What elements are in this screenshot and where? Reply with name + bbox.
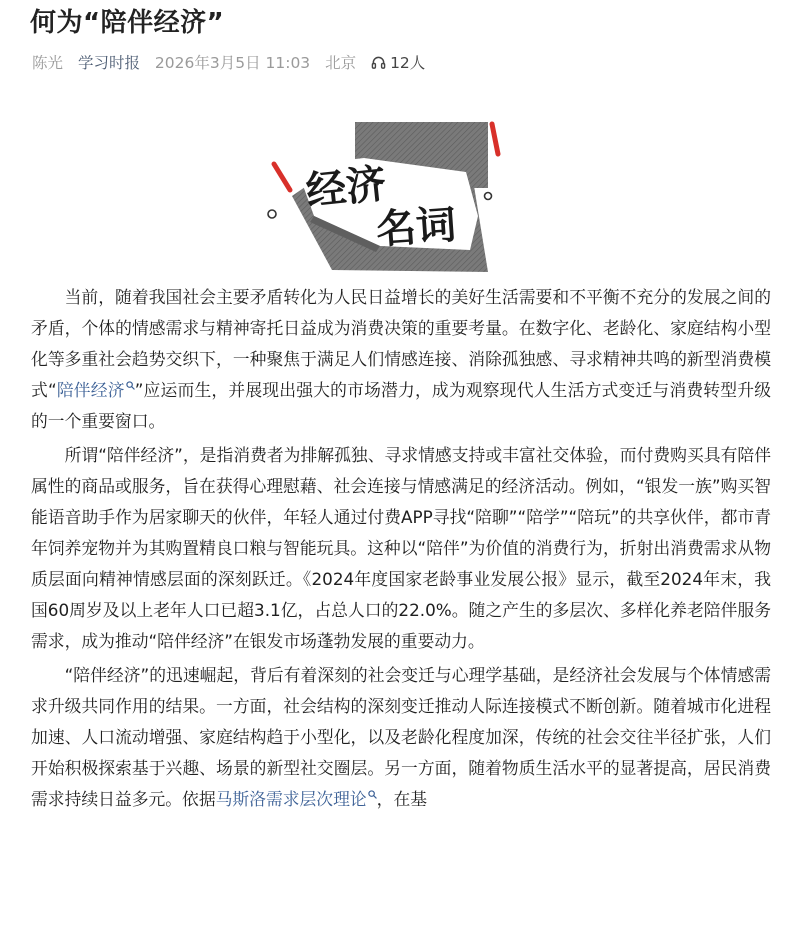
- paragraph-text: “陪伴经济”的迅速崛起，背后有着深刻的社会变迁与心理学基础，是经济社会发展与个体情感需求升级共同作用的结果。一方面，社会结构的深刻变迁推动人际连接模式不断创新。随着城市化进程加速、人口流动增强、家庭结构趋于小型化，以及老龄化程度加深，传统的社会交往半径扩张，人们开始积极探索基于兴趣、场景的新型社交圈层。另一方面，随着物质生活水平的显著提高，居民消费需求持续日益多元。依据: [31, 665, 771, 809]
- keyword-search-link[interactable]: [57, 380, 135, 400]
- publish-datetime: 2026年3月5日 11:03: [154, 54, 311, 72]
- keyword-text: 马斯洛需求层次理论: [215, 789, 367, 809]
- article-body: [31, 282, 771, 818]
- economic-terms-graphic-art: [260, 116, 520, 276]
- ring-left: [268, 210, 276, 218]
- paragraph-text: 当前，随着我国社会主要矛盾转化为人民日益增长的美好生活需要和不平衡不充分的发展之间的矛盾，个体的情感需求与精神寄托日益成为消费决策的重要考量。在数字化、老龄化、家庭结构小型化等多重社会趋势交织下，一种聚焦于满足人们情感连接、消除孤独感、寻求精神共鸣的新型消费模式“: [31, 287, 771, 400]
- listen-count-value: 12人: [390, 54, 426, 72]
- article-meta: [32, 52, 425, 74]
- source-name[interactable]: 学习时报: [77, 54, 140, 72]
- paragraph-text: ”应运而生，并展现出强大的市场潜力，成为观察现代人生活方式变迁与消费转型升级的一个重要窗口。: [31, 380, 771, 431]
- graphic-word-1: 经济: [303, 159, 389, 215]
- paragraph-text: 所谓“陪伴经济”，是指消费者为排解孤独、寻求情感支持或丰富社交体验，而付费购买具有陪伴属性的商品或服务，旨在获得心理慰藉、社会连接与情感满足的经济活动。例如，“银发一族”购买智能语音助手作为居家聊天的伙伴，年轻人通过付费APP寻找“陪聊”“陪学”“陪玩”的共享伙伴，都市青年饲养宠物并为其购置精良口粮与智能玩具。这种以“陪伴”为价值的消费行为，折射出消费需求从物质层面向精神情感层面的深刻跃迁。《2024年度国家老龄事业发展公报》显示，截至2024年末，我国60周岁及以上老年人口已超3.1亿，占总人口的22.0%。随之产生的多层次、多样化养老陪伴服务需求，成为推动“陪伴经济”在银发市场蓬勃发展的重要动力。: [31, 445, 771, 651]
- article-title: 何为“陪伴经济”: [30, 8, 225, 38]
- search-icon: [126, 381, 135, 390]
- keyword-text: 陪伴经济: [56, 380, 125, 400]
- body-paragraph: [31, 282, 771, 437]
- author-name[interactable]: 陈光: [32, 54, 64, 72]
- listen-count[interactable]: [371, 54, 425, 72]
- headphone-icon: [371, 55, 386, 70]
- economic-terms-graphic: [260, 116, 520, 276]
- red-stroke-right: [492, 124, 498, 154]
- keyword-search-link[interactable]: [216, 789, 377, 809]
- publish-location: 北京: [325, 54, 357, 72]
- body-paragraph: [31, 440, 771, 657]
- red-stroke-left: [274, 164, 290, 190]
- search-icon: [368, 790, 377, 799]
- body-paragraph: [31, 660, 771, 815]
- paragraph-text: ，在基: [376, 789, 428, 809]
- graphic-word-2: 名词: [374, 200, 458, 254]
- ring-right: [485, 193, 492, 200]
